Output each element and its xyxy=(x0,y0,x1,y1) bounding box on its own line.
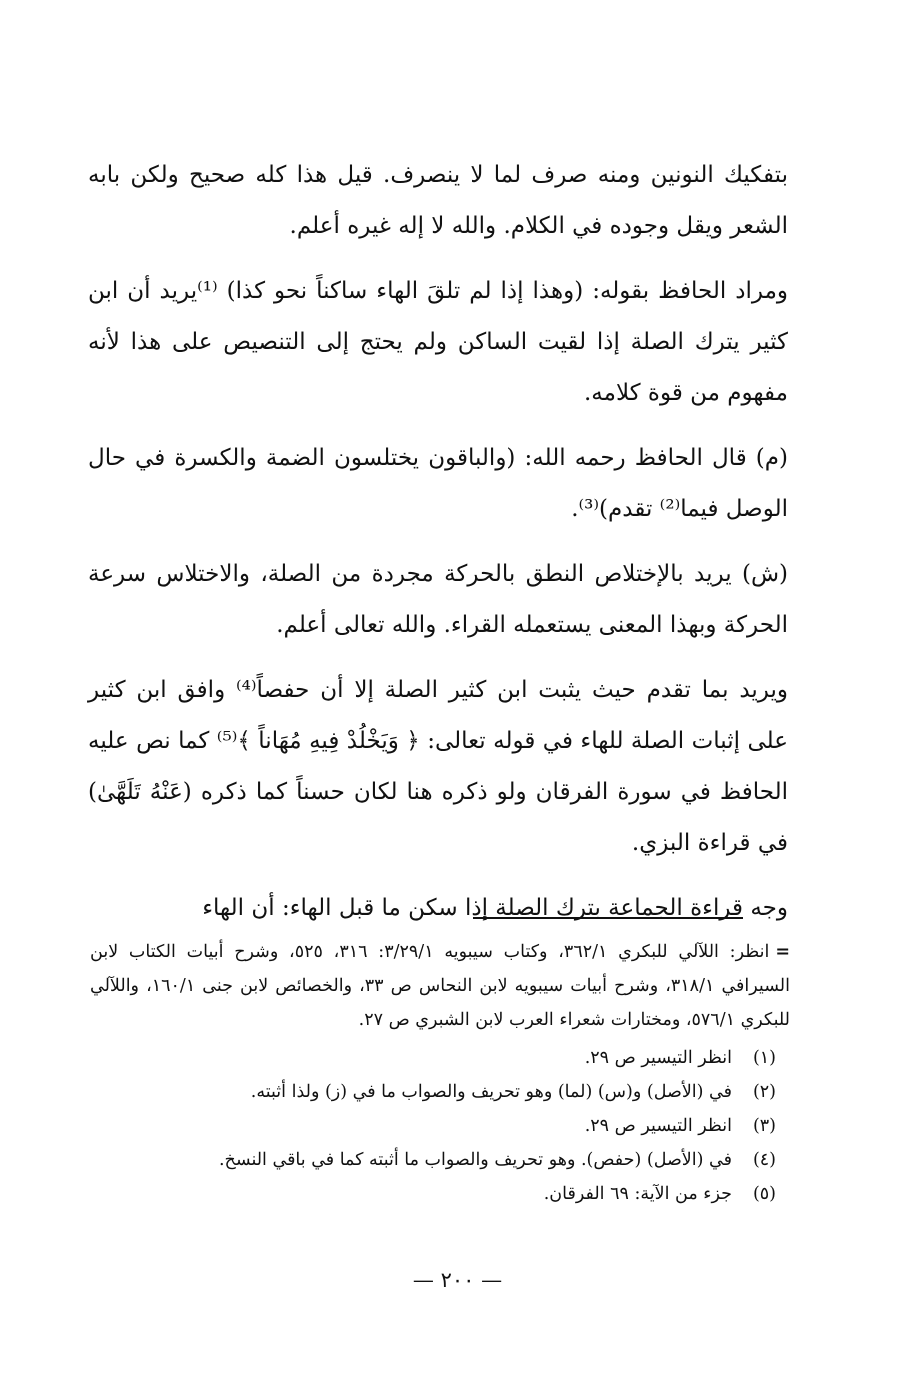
footnotes xyxy=(90,935,790,1211)
paragraph-6: وجه قراءة الجماعة بترك الصلة إذا سكن ما قبل الهاء: أن الهاء xyxy=(202,895,788,921)
footnote-number: (٣) xyxy=(752,1116,776,1136)
paragraph-3: (م) قال الحافظ رحمه الله: (والباقون يختلسون الضمة والكسرة في حال الوصل فيما⁽²⁾ تقدم)⁽³⁾. xyxy=(88,445,788,522)
footnote-number: (٥) xyxy=(752,1184,776,1204)
footnote-continuation xyxy=(90,935,790,1037)
paragraph-5: ويريد بما تقدم حيث يثبت ابن كثير الصلة إلا أن حفصاً⁽⁴⁾ وافق ابن كثير على إثبات الصلة للهاء في قوله تعالى: ﴿ وَيَخْلُدْ فِيهِ مُهَاناً ﴾⁽⁵⁾ كما نص عليه الحافظ في سورة الفرقان ولو ذكره هنا لكان حسناً كما ذكره (عَنْهُ تَلَهَّىٰ) في قراءة البزي. xyxy=(88,677,789,856)
continuation-mark: = xyxy=(775,942,790,962)
footnote-2 xyxy=(90,1075,790,1109)
footnote-number: (٢) xyxy=(752,1082,776,1102)
footnote-separator xyxy=(473,917,743,919)
footnote-4 xyxy=(90,1143,790,1177)
footnote-3 xyxy=(90,1109,790,1143)
paragraph-1: بتفكيك النونين ومنه صرف لما لا ينصرف. قيل هذا كله صحيح ولكن بابه الشعر ويقل وجوده في الكلام. والله لا إله غيره أعلم. xyxy=(88,162,788,239)
footnote-5 xyxy=(90,1177,790,1211)
footnote-number: (٤) xyxy=(752,1150,776,1170)
paragraph-2: ومراد الحافظ بقوله: (وهذا إذا لم تلقَ الهاء ساكناً نحو كذا) ⁽¹⁾يريد أن ابن كثير يترك الصلة إذا لقيت الساكن ولم يحتج إلى التنصيص على هذا لأنه مفهوم من قوة كلامه. xyxy=(88,278,788,406)
page-number: — ٢٠٠ — xyxy=(412,1268,503,1292)
footnote-continuation-text: انظر: اللآلي للبكري ٣٦٢/١، وكتاب سيبويه ٣/٢٩/١: ٣١٦، ٥٢٥، وشرح أبيات الكتاب لابن السيرافي ٣١٨/١، وشرح أبيات سيبويه لابن النحاس ص ٣٣، والخصائص لابن جنى ١٦٠/١، واللآلي للبكري ٥٧٦/١، ومختارات شعراء العرب لابن الشبري ص ٢٧. xyxy=(90,942,790,1030)
footnote-number: (١) xyxy=(752,1048,776,1068)
footnote-text: جزء من الآية: ٦٩ الفرقان. xyxy=(543,1184,732,1204)
footnote-1 xyxy=(90,1041,790,1075)
footnote-text: انظر التيسير ص ٢٩. xyxy=(584,1048,732,1068)
footnote-text: في (الأصل) و(س) (لما) وهو تحريف والصواب ما في (ز) ولذا أثبته. xyxy=(250,1082,732,1102)
footnote-text: انظر التيسير ص ٢٩. xyxy=(584,1116,732,1136)
paragraph-4: (ش) يريد بالإختلاص النطق بالحركة مجردة من الصلة، والاختلاس سرعة الحركة وبهذا المعنى يستعمله القراء. والله تعالى أعلم. xyxy=(88,561,788,638)
footnote-text: في (الأصل) (حفص). وهو تحريف والصواب ما أثبته كما في باقي النسخ. xyxy=(218,1150,732,1170)
main-text xyxy=(88,150,788,948)
